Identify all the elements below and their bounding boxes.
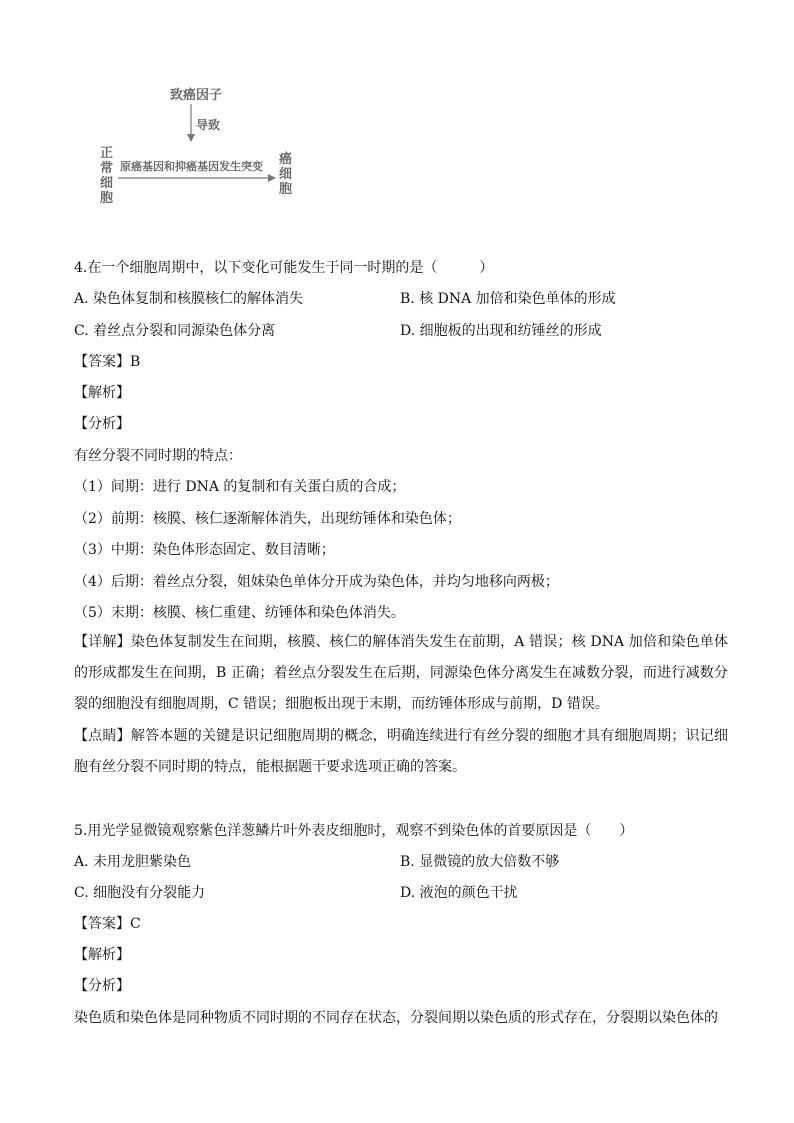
q4-dianjing: 【点睛】解答本题的关键是识记细胞周期的概念，明确连续进行有丝分裂的细胞才具有细胞周期；识记细胞有丝分裂不同时期的特点，能根据题干要求选项正确的答案。 xyxy=(74,728,728,775)
cause-label: 导致 xyxy=(196,118,221,132)
q4-point-5: （5）末期：核膜、核仁重建、纺锤体和染色体消失。 xyxy=(74,605,405,621)
q5-option-d: D. 液泡的颜色干扰 xyxy=(400,885,518,901)
q5-option-b: B. 显微镜的放大倍数不够 xyxy=(400,854,560,870)
q4-fenxi-header: 【分析】 xyxy=(74,416,130,432)
q4-answer: 【答案】B xyxy=(74,354,141,370)
cancer-cell-label: 癌细胞 xyxy=(278,152,292,197)
q4-point-2: （2）前期：核膜、核仁逐渐解体消失，出现纺锤体和染色体； xyxy=(74,511,461,527)
normal-cell-label: 正常细胞 xyxy=(99,146,113,206)
q5-option-c: C. 细胞没有分裂能力 xyxy=(74,885,206,901)
q4-analysis-header: 【解析】 xyxy=(74,385,130,401)
q4-detail: 【详解】染色体复制发生在间期，核膜、核仁的解体消失发生在前期，A 错误；核 DNA 加倍和染色单体的形成都发生在间期，B 正确；着丝点分裂发生在后期，同源染色体分离发生在减数分裂，而进行减数分裂的细胞没有细胞周期，C 错误；细胞板出现于末期，而纺锤体形成与前期，D 错误。 xyxy=(74,634,728,712)
q4-option-c: C. 着丝点分裂和同源染色体分离 xyxy=(74,323,276,339)
q4-option-b: B. 核 DNA 加倍和染色单体的形成 xyxy=(400,291,616,307)
q5-option-a: A. 未用龙胆紫染色 xyxy=(74,854,192,870)
cancer-diagram xyxy=(98,82,308,214)
carcinogen-label: 致癌因子 xyxy=(170,88,223,103)
q5-fenxi-header: 【分析】 xyxy=(74,978,130,994)
q5-analysis-header: 【解析】 xyxy=(74,947,130,963)
q4-option-a: A. 染色体复制和核膜核仁的解体消失 xyxy=(74,291,304,307)
mutation-label: 原癌基因和抑癌基因发生突变 xyxy=(120,160,263,173)
q4-option-d: D. 细胞板的出现和纺锤丝的形成 xyxy=(400,323,602,339)
q4-point-1: （1）间期：进行 DNA 的复制和有关蛋白质的合成； xyxy=(74,479,406,495)
q5-answer: 【答案】C xyxy=(74,916,141,932)
q5-body: 染色质和染色体是同种物质不同时期的不同存在状态，分裂间期以染色质的形式存在，分裂期以染色体的 xyxy=(74,1010,718,1026)
q4-stem: 4.在一个细胞周期中，以下变化可能发生于同一时期的是（ ） xyxy=(74,260,494,276)
q4-point-4: （4）后期：着丝点分裂，姐妹染色单体分开成为染色体，并均匀地移向两极； xyxy=(74,574,559,590)
q4-point-3: （3）中期：染色体形态固定、数目清晰； xyxy=(74,542,335,558)
q5-stem: 5.用光学显微镜观察紫色洋葱鳞片叶外表皮细胞时，观察不到染色体的首要原因是（ ） xyxy=(74,823,634,839)
q4-intro: 有丝分裂不同时期的特点： xyxy=(74,448,242,464)
